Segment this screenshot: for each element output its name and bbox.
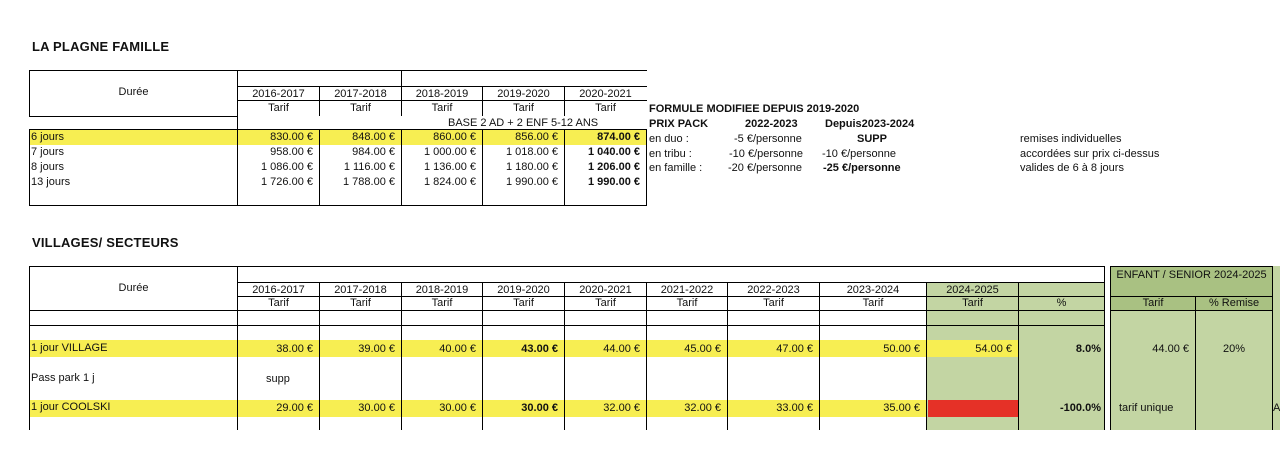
base-note: BASE 2 AD + 2 ENF 5-12 ANS	[448, 117, 599, 129]
formule-label: en famille :	[649, 162, 703, 174]
tarif-header: Tarif	[350, 102, 371, 114]
year-header: 2017-2018	[334, 88, 387, 100]
row-label: 6 jours	[31, 131, 65, 143]
row-label: 1 jour VILLAGE	[31, 342, 108, 354]
cell: 43.00 €	[521, 343, 558, 355]
cell: 848.00 €	[352, 131, 395, 143]
tarif-header: Tarif	[350, 297, 371, 309]
cell: 54.00 €	[975, 343, 1012, 355]
cell: 29.00 €	[276, 402, 313, 414]
year-header: 2020-2021	[579, 284, 632, 296]
cell: 1 788.00 €	[343, 176, 395, 188]
enfant-tarif-cell: 44.00 €	[1152, 343, 1189, 355]
duree-header: Durée	[118, 86, 149, 98]
row-label: Pass park 1 j	[31, 372, 95, 384]
cell: supp	[266, 373, 290, 385]
cell: 1 018.00 €	[506, 146, 558, 158]
formule-note: remises individuelles	[1020, 133, 1122, 145]
year-header: 2016-2017	[252, 284, 305, 296]
formule-value: -5 €/personne	[734, 133, 802, 145]
enfant-tarif-header: Tarif	[1142, 297, 1164, 309]
cell: 32.00 €	[684, 402, 721, 414]
row-label: 8 jours	[31, 161, 65, 173]
duree-header: Durée	[118, 282, 149, 294]
edge-letter: A	[1273, 402, 1280, 414]
cell: 32.00 €	[603, 402, 640, 414]
cell: 45.00 €	[684, 343, 721, 355]
cell: 860.00 €	[433, 131, 476, 143]
cell: 1 726.00 €	[261, 176, 313, 188]
cell: 1 180.00 €	[506, 161, 558, 173]
cell: 30.00 €	[439, 402, 476, 414]
year-header: 2020-2021	[579, 88, 632, 100]
cell: 33.00 €	[776, 402, 813, 414]
cell: 856.00 €	[515, 131, 558, 143]
row-label: 7 jours	[31, 146, 65, 158]
cell: 1 116.00 €	[343, 161, 395, 173]
cell: 47.00 €	[776, 343, 813, 355]
pct-cell: -100.0%	[1060, 402, 1101, 414]
tarif-header: Tarif	[763, 297, 784, 309]
year-header: 2016-2017	[252, 88, 305, 100]
row-label: 13 jours	[31, 176, 71, 188]
cell: 984.00 €	[352, 146, 395, 158]
year-header: 2024-2025	[946, 284, 999, 296]
section1-title: LA PLAGNE FAMILLE	[32, 39, 170, 54]
enfant-remise-cell: 20%	[1222, 343, 1246, 355]
enfant-header: ENFANT / SENIOR 2024-2025	[1116, 269, 1267, 281]
formule-col-2023: Depuis2023-2024	[825, 118, 915, 130]
formule-col-2022: 2022-2023	[745, 118, 798, 130]
cell: 1 206.00 €	[588, 161, 640, 173]
cell: 1 000.00 €	[424, 146, 476, 158]
cell: 1 824.00 €	[424, 176, 476, 188]
formule-col-prix: PRIX PACK	[649, 118, 709, 130]
formule-note: accordées sur prix ci-dessus	[1020, 148, 1160, 160]
cell: 50.00 €	[883, 343, 920, 355]
year-header: 2018-2019	[415, 88, 469, 100]
cell: 30.00 €	[521, 402, 558, 414]
cell: 44.00 €	[603, 343, 640, 355]
tarif-header: Tarif	[595, 102, 616, 114]
year-header: 2017-2018	[334, 284, 387, 296]
cell: 40.00 €	[439, 343, 476, 355]
tarif-header: Tarif	[268, 102, 289, 114]
formule-value: -20 €/personne	[728, 162, 802, 174]
cell: 874.00 €	[597, 131, 640, 143]
pct-cell: 8.0%	[1075, 343, 1101, 355]
tarif-header: Tarif	[431, 297, 453, 309]
tarif-header: Tarif	[513, 102, 534, 114]
formule-value: SUPP	[857, 133, 887, 145]
tarif-header: Tarif	[268, 297, 289, 309]
enfant-tarif-cell: tarif unique	[1119, 402, 1174, 414]
cell: 1 040.00 €	[588, 146, 640, 158]
formule-label: en duo :	[649, 133, 689, 145]
tarif-header: Tarif	[676, 297, 698, 309]
cell: 1 136.00 €	[424, 161, 476, 173]
red-cell	[928, 400, 1018, 417]
cell: 958.00 €	[270, 146, 313, 158]
pct-header: %	[1056, 297, 1067, 309]
year-header: 2019-2020	[497, 284, 550, 296]
row-label: 1 jour COOLSKI	[31, 401, 111, 413]
cell: 35.00 €	[883, 402, 920, 414]
tarif-header: Tarif	[862, 297, 884, 309]
formule-value: -25 €/personne	[823, 162, 901, 174]
enfant-remise-header: % Remise	[1208, 297, 1260, 309]
formule-note: valides de 6 à 8 jours	[1020, 162, 1124, 174]
formule-value: -10 €/personne	[729, 148, 803, 160]
cell: 39.00 €	[358, 343, 395, 355]
formule-title: FORMULE MODIFIEE DEPUIS 2019-2020	[649, 103, 860, 115]
year-header: 2019-2020	[497, 88, 550, 100]
tarif-header: Tarif	[513, 297, 534, 309]
cell: 1 990.00 €	[506, 176, 558, 188]
cell: 1 086.00 €	[261, 161, 313, 173]
tarif-header: Tarif	[962, 297, 983, 309]
formule-label: en tribu :	[649, 148, 692, 160]
formule-value: -10 €/personne	[822, 148, 896, 160]
year-header: 2023-2024	[846, 284, 900, 296]
tarif-header: Tarif	[431, 102, 453, 114]
cell: 38.00 €	[276, 343, 313, 355]
year-header: 2021-2022	[660, 284, 714, 296]
section2-title: VILLAGES/ SECTEURS	[32, 235, 179, 250]
cell: 830.00 €	[270, 131, 313, 143]
tarif-header: Tarif	[595, 297, 616, 309]
year-header: 2022-2023	[747, 284, 800, 296]
year-header: 2018-2019	[415, 284, 469, 296]
cell: 30.00 €	[358, 402, 395, 414]
cell: 1 990.00 €	[588, 176, 640, 188]
